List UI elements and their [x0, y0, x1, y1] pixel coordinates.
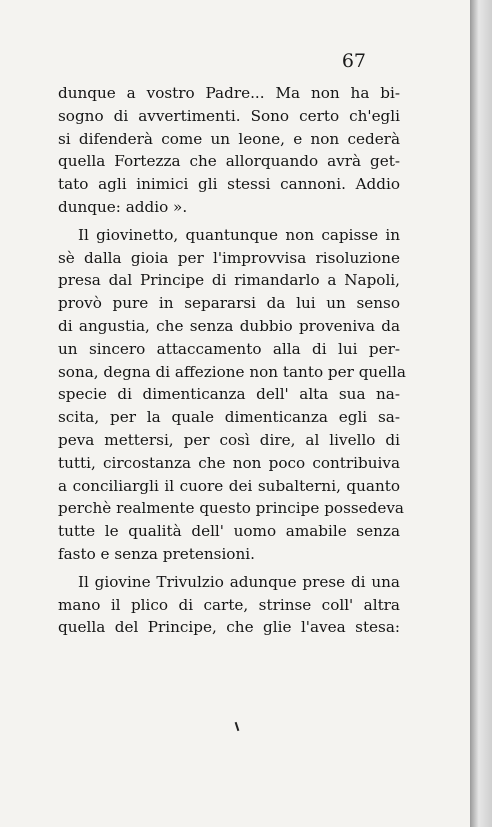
text-line: quella del Principe, che glie l'avea stesa: — [58, 618, 400, 637]
text-line: a conciliargli il cuore dei subalterni, quanto — [58, 476, 400, 495]
text-line: peva mettersi, per così dire, al livello di — [58, 430, 400, 449]
text-line: fasto e senza pretensioni. — [58, 544, 255, 563]
text-line: provò pure in separarsi da lui un senso — [58, 294, 400, 313]
page-text — [58, 82, 406, 639]
text-line: dunque a vostro Padre... Ma non ha bi- — [58, 84, 400, 102]
paragraph-1 — [58, 82, 400, 219]
paragraph-3 — [58, 571, 400, 639]
text-line: tutte le qualità dell' uomo amabile senza — [58, 522, 400, 541]
text-line: un sincero attaccamento alla di lui per- — [58, 339, 400, 358]
text-line: Il giovinetto, quantunque non capisse in — [78, 225, 400, 244]
text-line: mano il plico di carte, strinse coll' altra — [58, 595, 400, 614]
text-line: quella Fortezza che allorquando avrà get- — [58, 152, 400, 171]
text-line: sogno di avvertimenti. Sono certo ch'egli — [58, 106, 400, 125]
text-line: sona, degna di affezione non tanto per quella — [58, 362, 406, 381]
text-line: Il giovine Trivulzio adunque prese di una — [78, 572, 400, 591]
text-line: scita, per la quale dimenticanza egli sa- — [58, 408, 400, 427]
text-line: tato agli inimici gli stessi cannoni. Addio — [58, 175, 400, 194]
text-line: perchè realmente questo principe possedeva — [58, 499, 404, 518]
text-line: sè dalla gioia per l'improvvisa risoluzione — [58, 248, 400, 267]
text-line: si difenderà come un leone, e non cederà — [58, 129, 400, 148]
text-line: di angustia, che senza dubbio proveniva da — [58, 316, 400, 335]
paragraph-2 — [58, 224, 406, 566]
text-line: tutti, circostanza che non poco contribuiva — [58, 453, 400, 472]
text-line: presa dal Principe di rimandarlo a Napoli, — [58, 271, 400, 290]
page-number: 67 — [341, 50, 366, 72]
page-edge — [470, 0, 492, 827]
text-line: specie di dimenticanza dell' alta sua na- — [58, 385, 400, 404]
text-line: dunque: addio ». — [58, 197, 188, 216]
ink-mark — [235, 722, 240, 731]
